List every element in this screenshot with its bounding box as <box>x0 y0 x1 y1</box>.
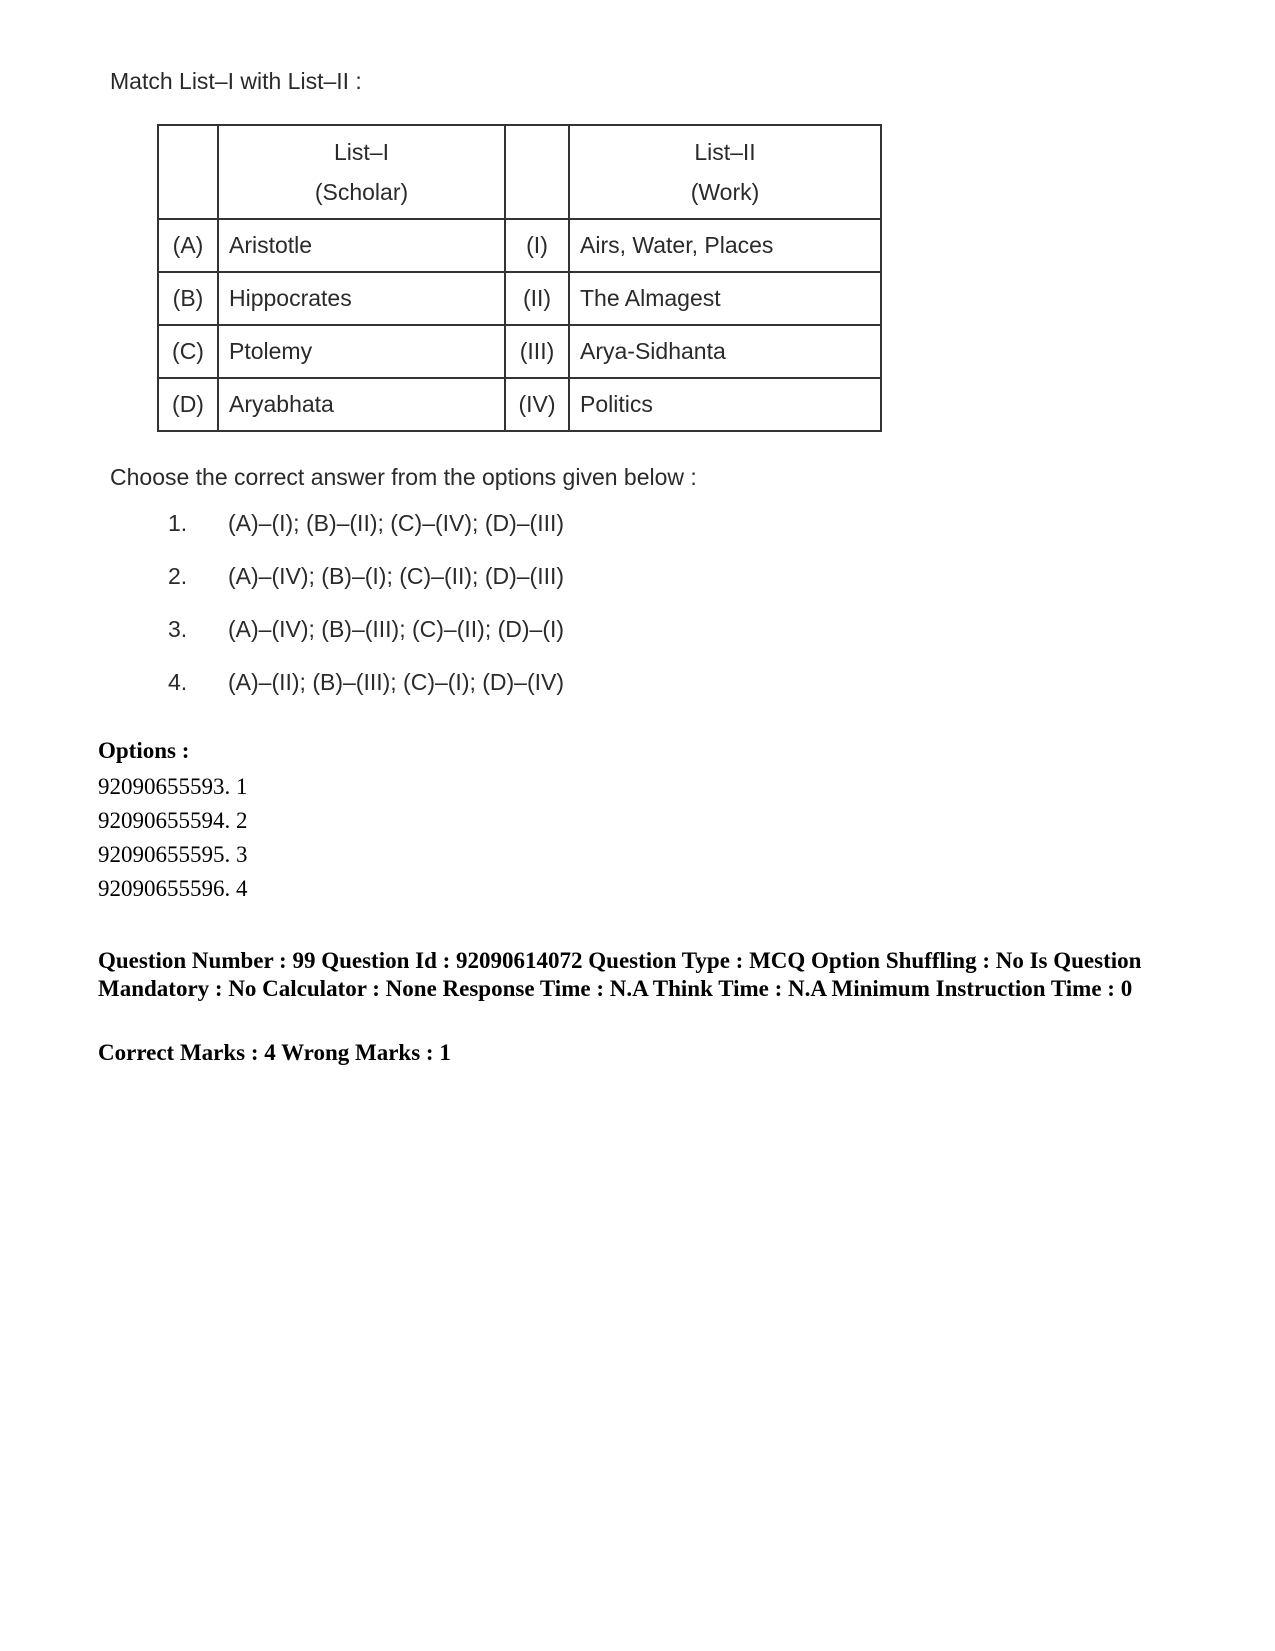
choice-text: (A)–(IV); (B)–(I); (C)–(II); (D)–(III) <box>228 563 565 589</box>
table-row <box>158 272 881 325</box>
table-row <box>158 219 881 272</box>
list1-item: Aryabhata <box>218 378 505 431</box>
list2-label: (II) <box>505 272 569 325</box>
choice-text: (A)–(I); (B)–(II); (C)–(IV); (D)–(III) <box>228 510 565 536</box>
options-section <box>98 738 248 910</box>
option-item: 92090655593. 1 <box>98 774 248 799</box>
match-table <box>157 124 882 432</box>
choice-number: 1. <box>168 510 188 536</box>
table-row <box>158 378 881 431</box>
list1-item: Hippocrates <box>218 272 505 325</box>
choice-number: 4. <box>168 669 188 695</box>
choice-item <box>168 616 564 669</box>
choice-text: (A)–(II); (B)–(III); (C)–(I); (D)–(IV) <box>228 669 565 695</box>
list2-item: The Almagest <box>569 272 881 325</box>
question-prompt: Match List–I with List–II : <box>110 68 362 94</box>
list2-label: (IV) <box>505 378 569 431</box>
question-instruction: Choose the correct answer from the options given below : <box>110 464 697 490</box>
choice-number: 2. <box>168 563 188 589</box>
list1-label: (A) <box>158 219 218 272</box>
list2-item: Airs, Water, Places <box>569 219 881 272</box>
choice-number: 3. <box>168 616 188 642</box>
choice-item <box>168 669 564 722</box>
list1-label: (B) <box>158 272 218 325</box>
list2-header: List–II (Work) <box>569 125 881 219</box>
list2-item: Politics <box>569 378 881 431</box>
choice-item <box>168 563 564 616</box>
choice-text: (A)–(IV); (B)–(III); (C)–(II); (D)–(I) <box>228 616 565 642</box>
list2-item: Arya-Sidhanta <box>569 325 881 378</box>
list2-label: (III) <box>505 325 569 378</box>
list1-label: (D) <box>158 378 218 431</box>
list1-label: (C) <box>158 325 218 378</box>
marks-info: Correct Marks : 4 Wrong Marks : 1 <box>98 1040 451 1065</box>
option-item: 92090655595. 3 <box>98 842 248 867</box>
option-item: 92090655596. 4 <box>98 876 248 901</box>
choice-list <box>168 510 564 722</box>
list1-item: Aristotle <box>218 219 505 272</box>
options-title: Options : <box>98 738 190 763</box>
table-row <box>158 325 881 378</box>
list2-label: (I) <box>505 219 569 272</box>
question-meta: Question Number : 99 Question Id : 92090614072 Question Type : MCQ Option Shuffling : No Is Question Mandatory : No Calculator : None Response Time : N.A Think Time : N.A Minimum Instruction Time : 0 <box>98 948 1142 1001</box>
option-item: 92090655594. 2 <box>98 808 248 833</box>
list1-item: Ptolemy <box>218 325 505 378</box>
choice-item <box>168 510 564 563</box>
list1-header: List–I (Scholar) <box>218 125 505 219</box>
table-header-row <box>158 125 881 219</box>
